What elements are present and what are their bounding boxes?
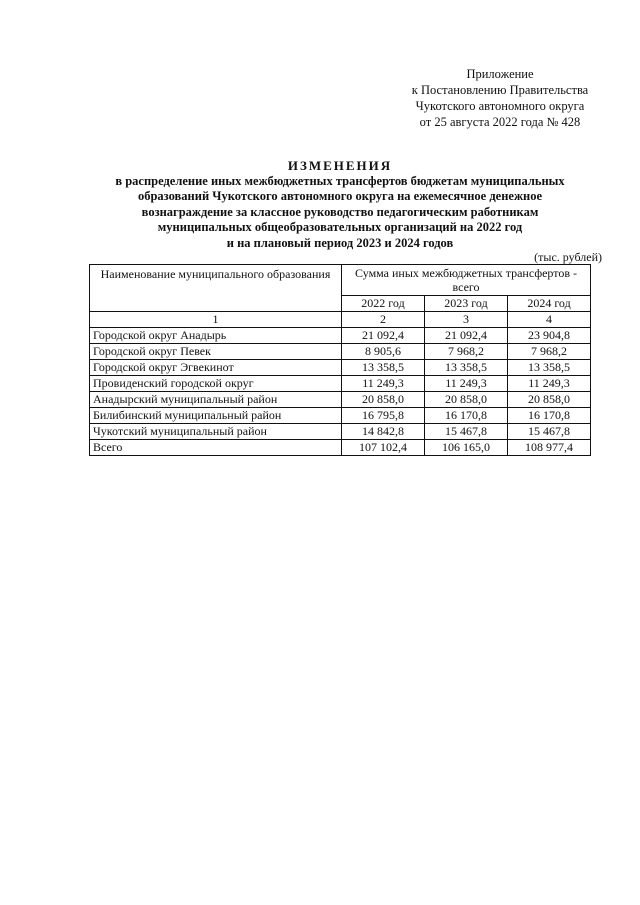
table-numbering-row xyxy=(90,312,591,328)
value-2023: 21 092,4 xyxy=(425,328,508,344)
value-2024: 7 968,2 xyxy=(508,344,591,360)
header-year-2022: 2022 год xyxy=(342,296,425,312)
column-number: 4 xyxy=(508,312,591,328)
heading-title: ИЗМЕНЕНИЯ xyxy=(287,158,393,173)
value-2024: 13 358,5 xyxy=(508,360,591,376)
municipality-name: Провиденский городской округ xyxy=(90,376,342,392)
header-name: Наименование муниципального образования xyxy=(90,265,342,312)
value-2022: 14 842,8 xyxy=(342,424,425,440)
heading-line: вознаграждение за классное руководство педагогическим работникам xyxy=(141,204,539,219)
value-2023: 106 165,0 xyxy=(425,440,508,456)
document-heading xyxy=(70,158,610,251)
heading-line: в распределение иных межбюджетных трансфертов бюджетам муниципальных xyxy=(115,173,565,188)
appendix-line: Чукотского автономного округа xyxy=(415,99,585,113)
appendix-block xyxy=(400,66,600,130)
heading-line: муниципальных общеобразовательных организаций на 2022 год xyxy=(157,220,523,234)
table-row xyxy=(90,408,591,424)
value-2022: 107 102,4 xyxy=(342,440,425,456)
municipality-name: Городской округ Эгвекинот xyxy=(90,360,342,376)
value-2024: 23 904,8 xyxy=(508,328,591,344)
column-number: 3 xyxy=(425,312,508,328)
table-total-row xyxy=(90,440,591,456)
header-year-2023: 2023 год xyxy=(425,296,508,312)
value-2024: 11 249,3 xyxy=(508,376,591,392)
value-2024: 108 977,4 xyxy=(508,440,591,456)
value-2023: 7 968,2 xyxy=(425,344,508,360)
municipality-name: Всего xyxy=(90,440,342,456)
municipality-name: Анадырский муниципальный район xyxy=(90,392,342,408)
units-label: (тыс. рублей) xyxy=(534,250,602,264)
table-row xyxy=(90,376,591,392)
value-2024: 20 858,0 xyxy=(508,392,591,408)
municipality-name: Чукотский муниципальный район xyxy=(90,424,342,440)
municipality-name: Городской округ Певек xyxy=(90,344,342,360)
column-number: 1 xyxy=(90,312,342,328)
value-2023: 16 170,8 xyxy=(425,408,508,424)
table-row xyxy=(90,344,591,360)
appendix-line: к Постановлению Правительства xyxy=(411,83,589,97)
header-year-2024: 2024 год xyxy=(508,296,591,312)
value-2023: 15 467,8 xyxy=(425,424,508,440)
value-2022: 16 795,8 xyxy=(342,408,425,424)
heading-line: образований Чукотского автономного округа на ежемесячное денежное xyxy=(137,189,543,203)
value-2022: 21 092,4 xyxy=(342,328,425,344)
column-number: 2 xyxy=(342,312,425,328)
appendix-line: от 25 августа 2022 года № 428 xyxy=(419,115,581,129)
value-2024: 15 467,8 xyxy=(508,424,591,440)
table-row xyxy=(90,360,591,376)
value-2023: 11 249,3 xyxy=(425,376,508,392)
table-row xyxy=(90,424,591,440)
value-2022: 8 905,6 xyxy=(342,344,425,360)
heading-line: и на плановый период 2023 и 2024 годов xyxy=(226,235,454,250)
appendix-line: Приложение xyxy=(466,67,534,81)
value-2023: 20 858,0 xyxy=(425,392,508,408)
municipality-name: Билибинский муниципальный район xyxy=(90,408,342,424)
value-2022: 13 358,5 xyxy=(342,360,425,376)
municipality-name: Городской округ Анадырь xyxy=(90,328,342,344)
table-header-row xyxy=(90,265,591,296)
transfers-table xyxy=(89,264,591,456)
table-row xyxy=(90,392,591,408)
value-2022: 20 858,0 xyxy=(342,392,425,408)
header-sum: Сумма иных межбюджетных трансфертов - всего xyxy=(342,265,591,296)
value-2022: 11 249,3 xyxy=(342,376,425,392)
value-2024: 16 170,8 xyxy=(508,408,591,424)
table-row xyxy=(90,328,591,344)
value-2023: 13 358,5 xyxy=(425,360,508,376)
